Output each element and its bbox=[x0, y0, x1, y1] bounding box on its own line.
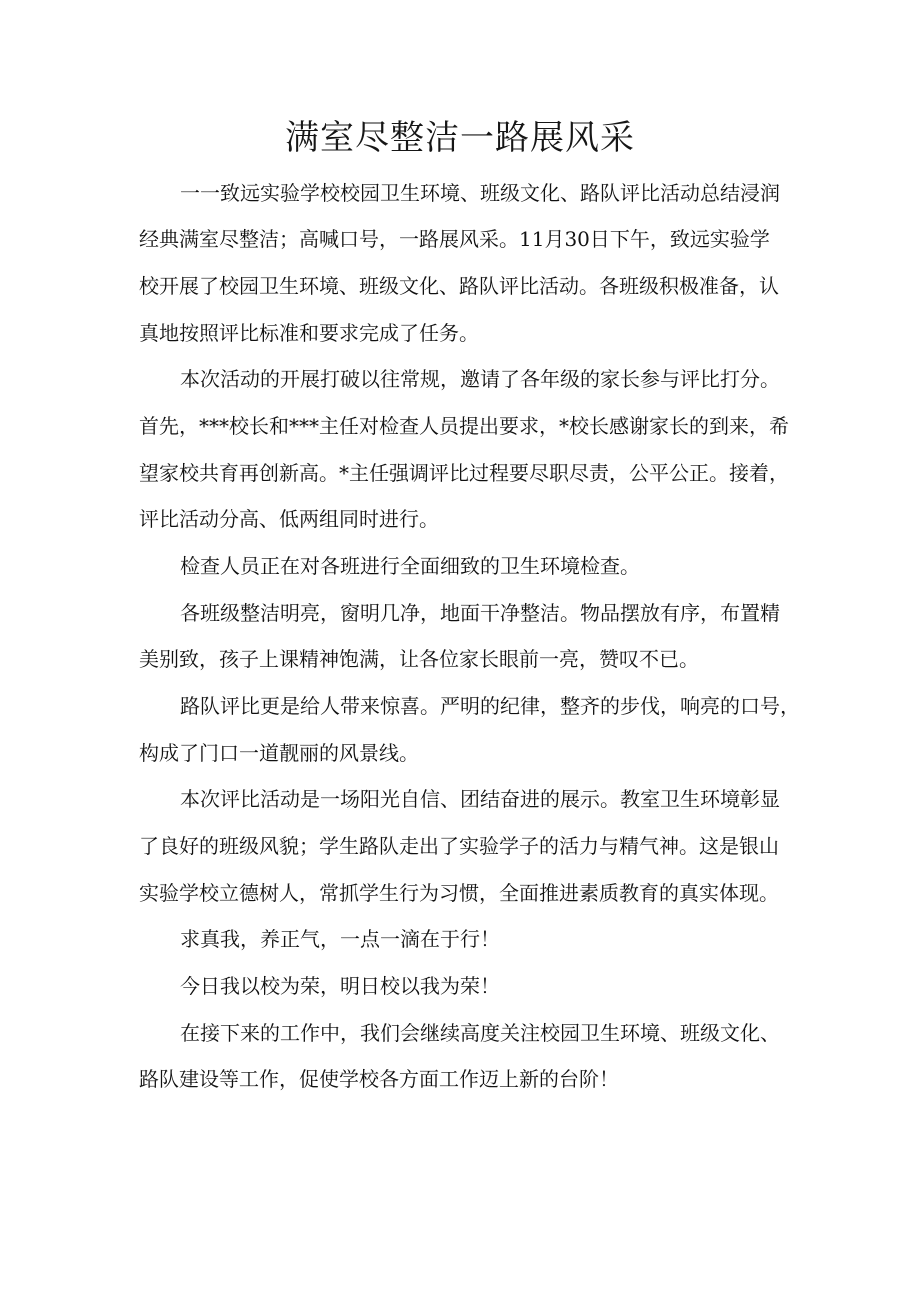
body-line: 求真我，养正气，一点一滴在于行！ bbox=[180, 927, 500, 951]
body-line: 实验学校立德树人，常抓学生行为习惯，全面推进素质教育的真实体现。 bbox=[139, 881, 779, 905]
body-line: 真地按照评比标准和要求完成了任务。 bbox=[139, 321, 479, 345]
body-line: 望家校共育再创新高。*主任强调评比过程要尽职尽责，公平公正。接着， bbox=[139, 461, 789, 485]
body-line: 美别致，孩子上课精神饱满，让各位家长眼前一亮，赞叹不已。 bbox=[139, 647, 699, 671]
body-line: 路队建设等工作，促使学校各方面工作迈上新的台阶！ bbox=[139, 1067, 619, 1091]
body-line: 评比活动分高、低两组同时进行。 bbox=[139, 507, 439, 531]
document-title: 满室尽整洁一路展风采 bbox=[285, 118, 635, 158]
body-line: 首先，***校长和***主任对检查人员提出要求，*校长感谢家长的到来，希 bbox=[139, 414, 789, 438]
body-line: 在接下来的工作中，我们会继续高度关注校园卫生环境、班级文化、 bbox=[180, 1021, 780, 1045]
body-line: 校开展了校园卫生环境、班级文化、路队评比活动。各班级积极准备，认 bbox=[139, 274, 779, 298]
body-line: 各班级整洁明亮，窗明几净，地面干净整洁。物品摆放有序，布置精 bbox=[180, 601, 780, 625]
body-line: 路队评比更是给人带来惊喜。严明的纪律，整齐的步伐，响亮的口号， bbox=[180, 694, 800, 718]
body-line: 了良好的班级风貌；学生路队走出了实验学子的活力与精气神。这是银山 bbox=[139, 834, 779, 858]
body-line: 经典满室尽整洁；高喊口号，一路展风采。11月30日下午，致远实验学 bbox=[139, 227, 770, 251]
body-line: 一一致远实验学校校园卫生环境、班级文化、路队评比活动总结浸润 bbox=[180, 181, 780, 205]
body-line: 今日我以校为荣，明日校以我为荣！ bbox=[180, 974, 500, 998]
body-line: 检查人员正在对各班进行全面细致的卫生环境检查。 bbox=[180, 554, 640, 578]
body-line: 本次评比活动是一场阳光自信、团结奋进的展示。教室卫生环境彰显 bbox=[180, 787, 780, 811]
body-line: 本次活动的开展打破以往常规，邀请了各年级的家长参与评比打分。 bbox=[180, 367, 780, 391]
body-line: 构成了门口一道靓丽的风景线。 bbox=[139, 741, 419, 765]
